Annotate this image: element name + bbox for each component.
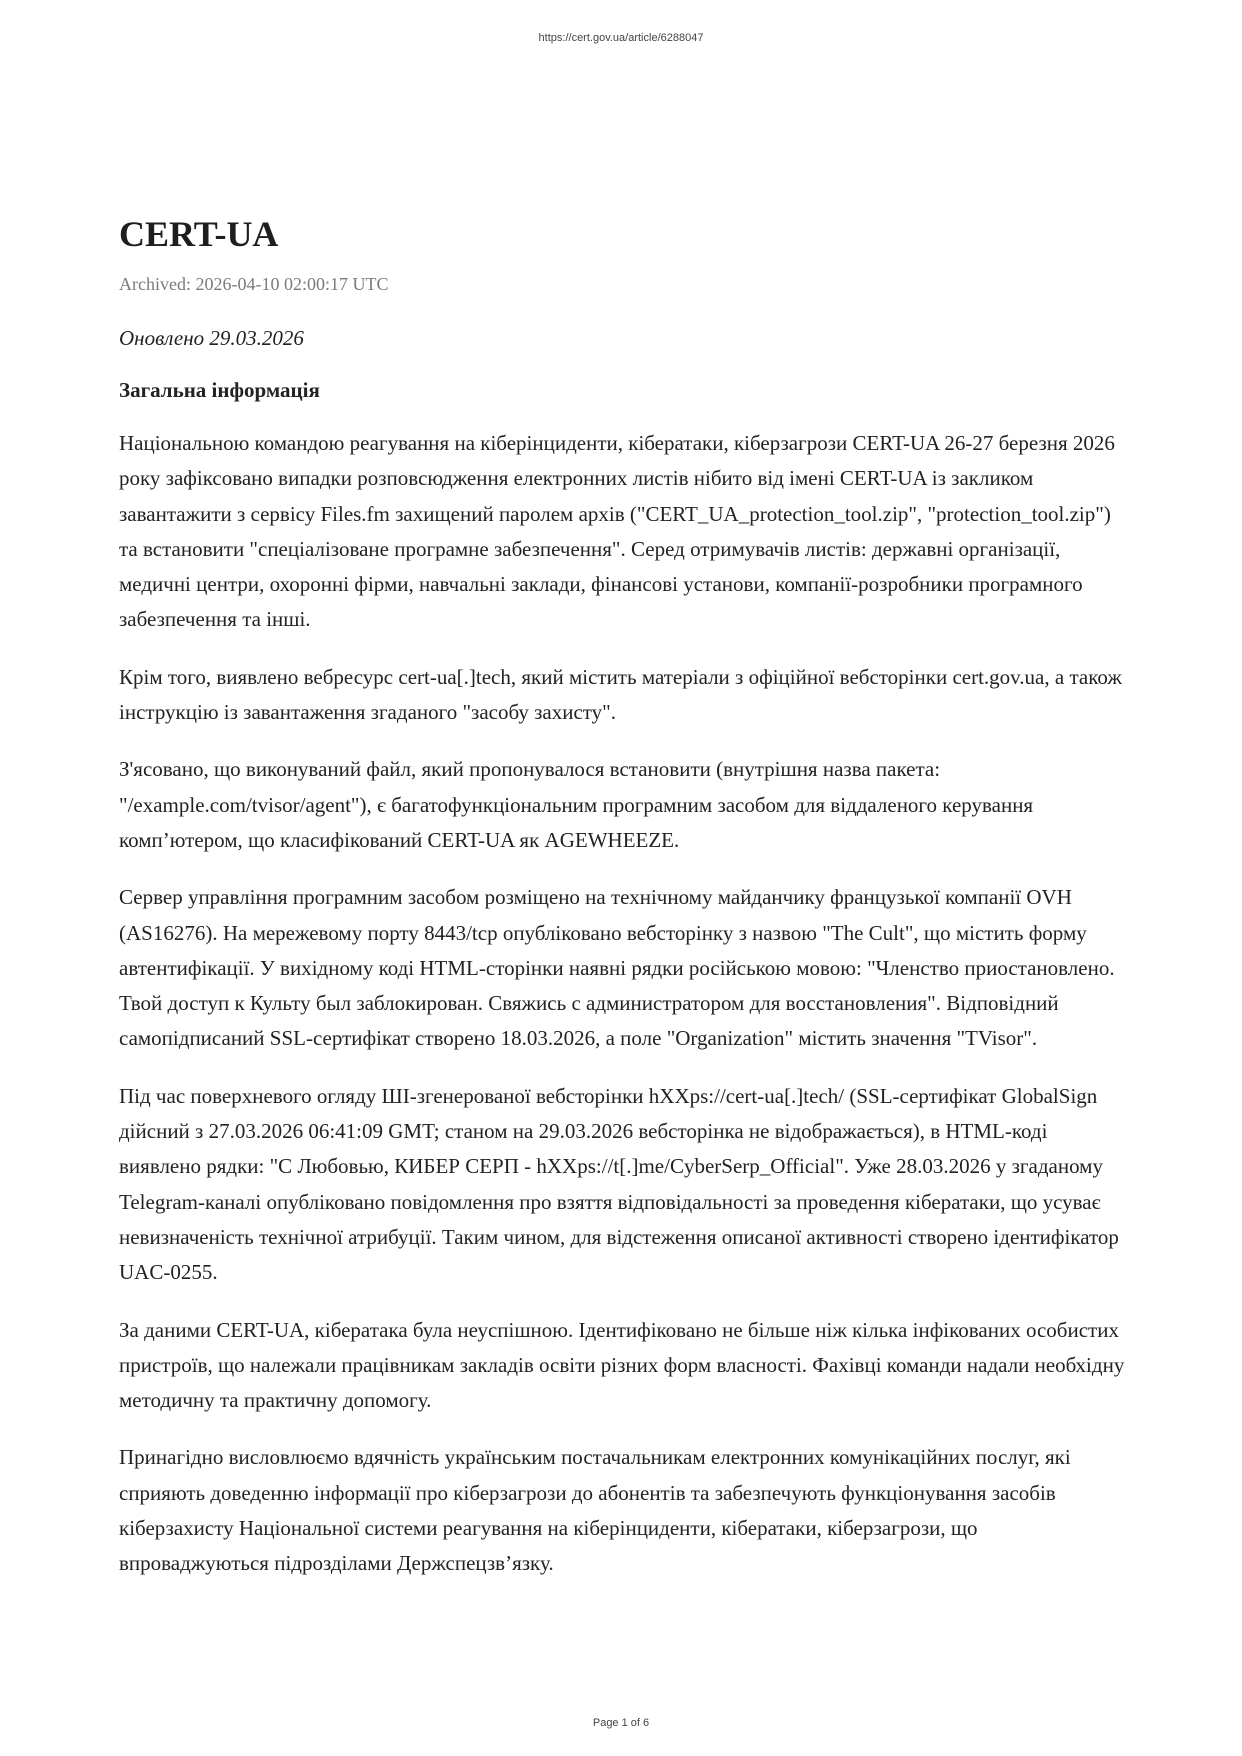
article-title: CERT-UA bbox=[119, 214, 279, 254]
paragraph-phishing-campaign: Національною командою реагування на кіберінциденти, кібератаки, кіберзагрози CERT-UA 26-27 березня 2026 року зафіксовано випадки розповсюдження електронних листів нібито від імені CERT-UA із закликом завантажити з сервісу Files.fm захищений паролем архів ("CERT_UA_protection_tool.zip", "protection_tool.zip") та встановити "спеціалізоване програмне забезпечення". Серед отримувачів листів: державні організації, медичні центри, охоронні фірми, навчальні заклади, фінансові установи, компанії-розробники програмного забезпечення та інші. bbox=[119, 431, 1115, 632]
updated-date: Оновлено 29.03.2026 bbox=[119, 326, 304, 350]
archived-timestamp: Archived: 2026-04-10 02:00:17 UTC bbox=[119, 274, 389, 294]
page-url-header: https://cert.gov.ua/article/6288047 bbox=[538, 32, 704, 44]
paragraph-attribution: Під час поверхневого огляду ШІ-згенерованої вебсторінки hXXps://cert-ua[.]tech/ (SSL-сертифікат GlobalSign дійсний з 27.03.2026 06:41:09 GMT; станом на 29.03.2026 вебсторінка не відображається), в HTML-коді виявлено рядки: "С Любовью, КИБЕР СЕРП - hXXps://t[.]me/CyberSerp_Official". Уже 28.03.2026 у згаданому Telegram-каналі опубліковано повідомлення про взяття відповідальності за проведення кібератаки, що усуває невизначеність технічної атрибуції. Таким чином, для відстеження описаної активності створено ідентифікатор UAC-0255. bbox=[119, 1083, 1119, 1285]
article-content bbox=[119, 212, 1129, 1582]
paragraph-outcome: За даними CERT-UA, кібератака була неуспішною. Ідентифіковано не більше ніж кілька інфікованих особистих пристроїв, що належали працівникам закладів освіти різних форм власності. Фахівці команди надали необхідну методичну та практичну допомогу. bbox=[119, 1317, 1125, 1413]
paragraph-agewheeze: З'ясовано, що виконуваний файл, який пропонувалося встановити (внутрішня назва пакета: "/example.com/tvisor/agent"), є багатофункціональним програмним засобом для віддаленого керування комп’ютером, що класифікований CERT-UA як AGEWHEEZE. bbox=[119, 757, 1034, 852]
page-number-footer: Page 1 of 6 bbox=[592, 1717, 650, 1729]
paragraph-acknowledgement: Принагідно висловлюємо вдячність українським постачальникам електронних комунікаційних послуг, які сприяють доведенню інформації про кіберзагрози до абонентів та забезпечують функціонування засобів кіберзахисту Національної системи реагування на кіберінциденти, кібератаки, кіберзагрози, що впроваджуються підрозділами Держспецзв’язку. bbox=[119, 1445, 1071, 1576]
paragraph-fake-website: Крім того, виявлено вебресурс cert-ua[.]tech, який містить матеріали з офіційної вебсторінки cert.gov.ua, а також інструкцію із завантаження згаданого "засобу захисту". bbox=[119, 664, 1122, 725]
section-heading-general-info: Загальна інформація bbox=[119, 378, 320, 402]
paragraph-c2-server: Сервер управління програмним засобом розміщено на технічному майданчику французької компанії OVH (AS16276). На мережевому порту 8443/tcp опубліковано вебсторінку з назвою "The Cult", що містить форму автентифікації. У вихідному коді HTML-сторінки наявні рядки російською мовою: "Членство приостановлено. Твой доступ к Культу был заблокирован. Свяжись с администратором для восстановления". Відповідний самопідписаний SSL-сертифікат створено 18.03.2026, а поле "Organization" містить значення "TVisor". bbox=[119, 885, 1115, 1051]
